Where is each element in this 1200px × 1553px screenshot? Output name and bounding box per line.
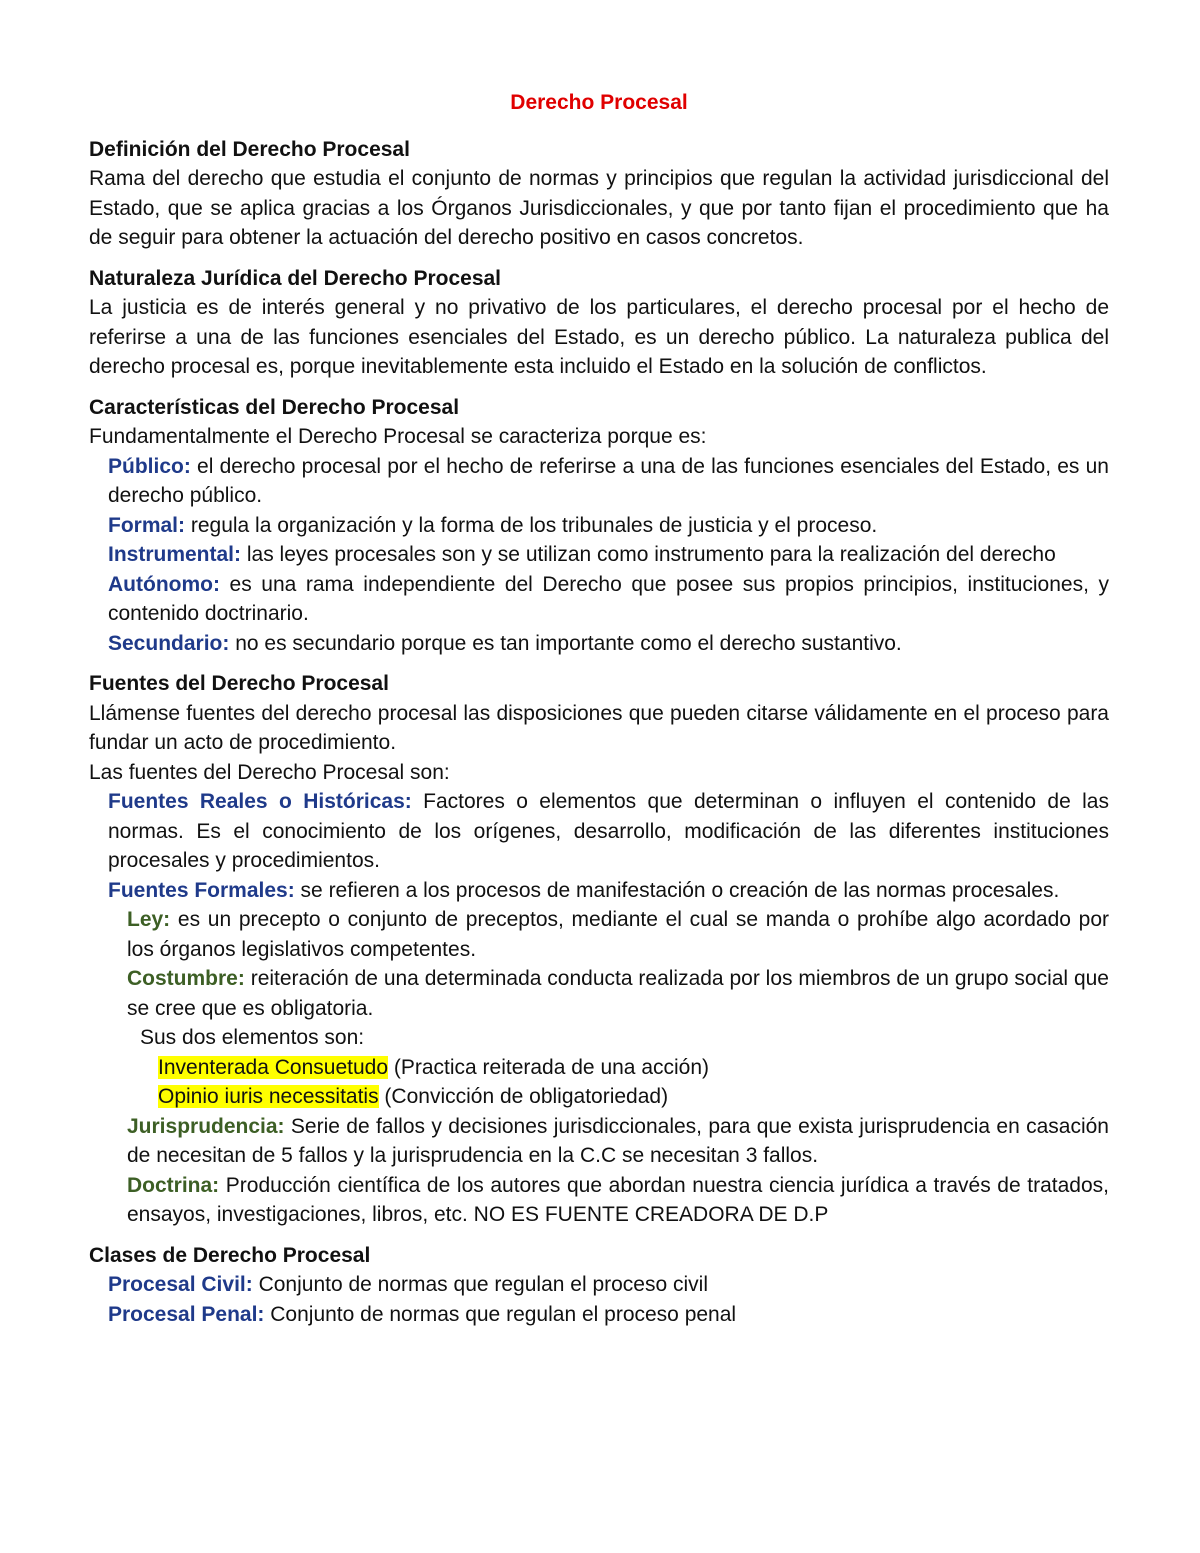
section-text: La justicia es de interés general y no privativo de los particulares, el derecho procesal por el hecho de referirse a una de las funciones esenciales del Estado, es un derecho público. La naturaleza publica del derecho procesal es, porque inevitablemente esta incluido el Estado en la solución de conflictos. xyxy=(89,296,1109,378)
item-term: Fuentes Formales: xyxy=(108,878,295,902)
section-intro: Fundamentalmente el Derecho Procesal se caracteriza porque es: xyxy=(89,425,707,448)
list-item xyxy=(89,876,1109,906)
item-text: las leyes procesales son y se utilizan como instrumento para la realización del derecho xyxy=(241,543,1056,566)
list-item xyxy=(89,570,1109,629)
item-term: Jurisprudencia: xyxy=(127,1114,285,1138)
item-term: Autónomo: xyxy=(108,572,220,596)
list-item xyxy=(89,540,1109,570)
list-item xyxy=(89,787,1109,876)
item-text: es un precepto o conjunto de preceptos, mediante el cual se manda o prohíbe algo acordado por los órganos legislativos competentes. xyxy=(127,908,1109,961)
item-term: Fuentes Reales o Históricas: xyxy=(108,790,412,813)
list-item xyxy=(89,1082,1109,1112)
list-item xyxy=(89,629,1109,659)
section-intro-2: Las fuentes del Derecho Procesal son: xyxy=(89,760,450,784)
section-clases xyxy=(89,1241,1109,1330)
section-intro: Llámense fuentes del derecho procesal las disposiciones que pueden citarse válidamente en el proceso para fundar un acto de procedimiento. xyxy=(89,701,1109,754)
item-term: Secundario: xyxy=(108,631,230,655)
highlighted-term: Inventerada Consuetudo xyxy=(158,1055,389,1079)
document-body xyxy=(89,88,1109,1329)
item-term: Procesal Civil: xyxy=(108,1273,253,1296)
section-caracteristicas xyxy=(89,393,1109,659)
list-item xyxy=(89,511,1109,541)
list-item xyxy=(89,1270,1109,1300)
item-text: regula la organización y la forma de los tribunales de justicia y el proceso. xyxy=(185,513,878,537)
item-text: Factores o elementos que determinan o influyen el contenido de las normas. Es el conocimiento de los orígenes, desarrollo, modificación de las diferentes instituciones procesales y procedimientos. xyxy=(108,790,1109,872)
section-definicion xyxy=(89,135,1109,253)
item-text: no es secundario porque es tan importante como el derecho sustantivo. xyxy=(229,631,902,655)
list-item xyxy=(89,905,1109,964)
list-item xyxy=(89,452,1109,511)
item-term: Público: xyxy=(108,454,191,478)
item-text: Conjunto de normas que regulan el proceso penal xyxy=(264,1302,737,1326)
item-term: Instrumental: xyxy=(108,543,242,566)
section-fuentes xyxy=(89,669,1109,1230)
item-text: es una rama independiente del Derecho que posee sus propios principios, instituciones, y contenido doctrinario. xyxy=(108,572,1109,625)
item-text: se refieren a los procesos de manifestación o creación de las normas procesales. xyxy=(294,878,1060,902)
highlighted-term: Opinio iuris necessitatis xyxy=(158,1085,379,1108)
item-term: Procesal Penal: xyxy=(108,1302,265,1326)
item-text: Serie de fallos y decisiones jurisdiccionales, para que exista jurisprudencia en casación de necesitan de 5 fallos y la jurisprudencia en la C.C se necesitan 3 fallos. xyxy=(127,1114,1109,1167)
section-heading: Naturaleza Jurídica del Derecho Procesal xyxy=(89,266,502,290)
item-text: el derecho procesal por el hecho de referirse a una de las funciones esenciales del Estado, es un derecho público. xyxy=(108,454,1109,507)
item-text: reiteración de una determinada conducta realizada por los miembros de un grupo social que se cree que es obligatoria. xyxy=(127,967,1109,1020)
list-item xyxy=(89,964,1109,1023)
item-term: Costumbre: xyxy=(127,967,245,990)
list-item xyxy=(89,1112,1109,1171)
section-heading: Definición del Derecho Procesal xyxy=(89,137,410,161)
item-text: (Practica reiterada de una acción) xyxy=(388,1055,710,1079)
section-heading: Características del Derecho Procesal xyxy=(89,395,460,419)
document-title: Derecho Procesal xyxy=(510,91,688,114)
item-text: Producción científica de los autores que abordan nuestra ciencia jurídica a través de tratados, ensayos, investigaciones, libros, etc. NO ES FUENTE CREADORA DE D.P xyxy=(127,1173,1109,1226)
elements-label: Sus dos elementos son: xyxy=(140,1026,365,1049)
section-heading: Fuentes del Derecho Procesal xyxy=(89,672,389,695)
list-item xyxy=(89,1300,1109,1330)
item-term: Ley: xyxy=(127,908,171,931)
item-text: Conjunto de normas que regulan el proceso civil xyxy=(252,1273,708,1296)
section-naturaleza xyxy=(89,264,1109,382)
item-term: Doctrina: xyxy=(127,1173,220,1197)
list-item xyxy=(89,1053,1109,1083)
section-heading: Clases de Derecho Procesal xyxy=(89,1243,371,1267)
item-term: Formal: xyxy=(108,513,186,537)
list-item xyxy=(89,1171,1109,1230)
item-text: (Convicción de obligatoriedad) xyxy=(378,1085,669,1108)
section-text: Rama del derecho que estudia el conjunto de normas y principios que regulan la actividad jurisdiccional del Estado, que se aplica gracias a los Órganos Jurisdiccionales, y que por tanto fijan el procedimiento que ha de seguir para obtener la actuación del derecho positivo en casos concretos. xyxy=(89,167,1109,249)
